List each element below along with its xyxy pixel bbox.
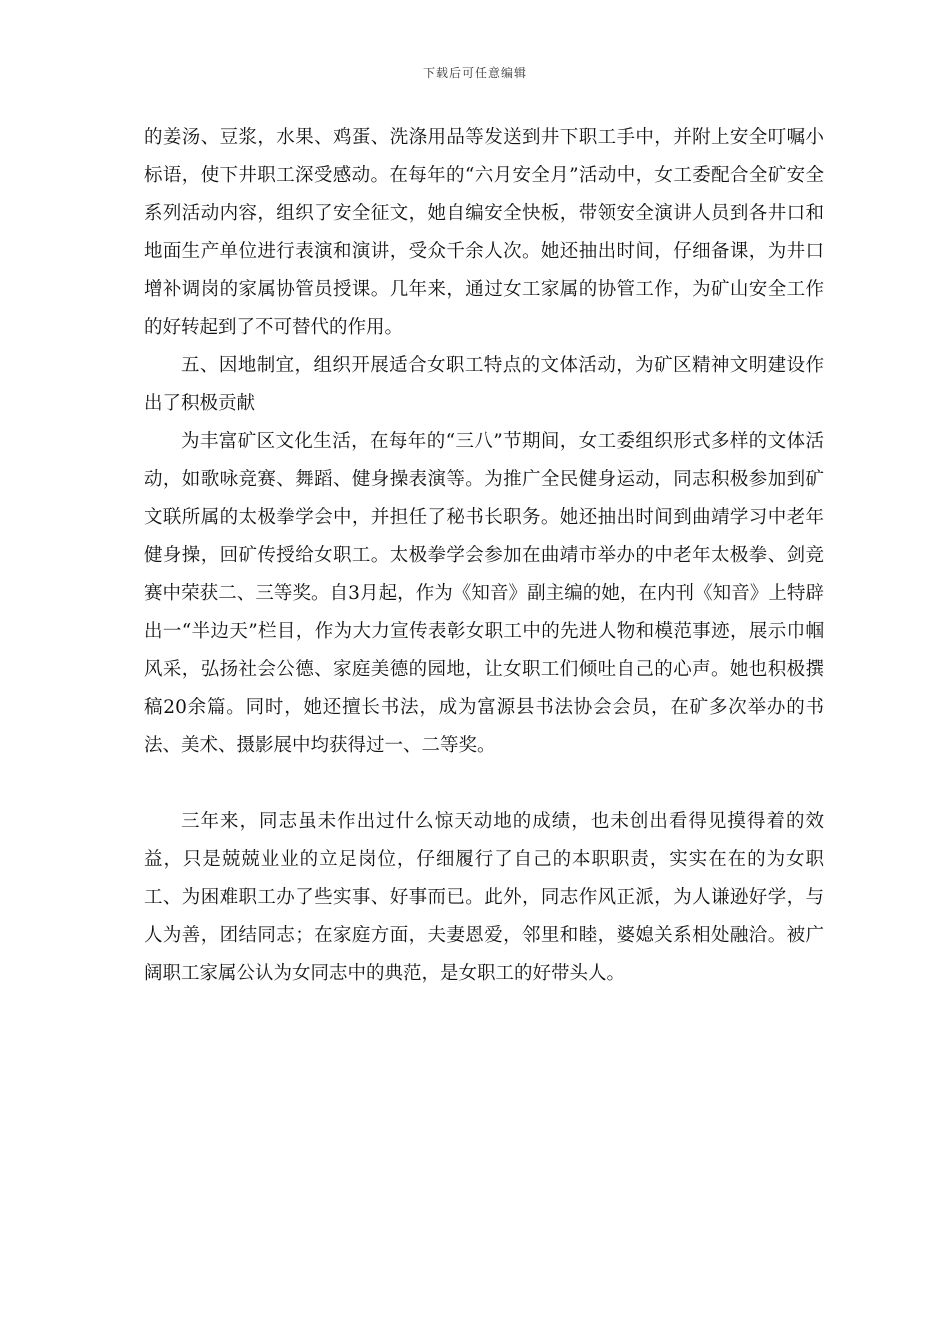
section-heading-cultural-activities: 五、因地制宜，组织开展适合女职工特点的文体活动，为矿区精神文明建设作出了积极贡献 xyxy=(144,355,824,414)
paragraph-spacer xyxy=(144,765,824,803)
paragraph-safety-activities: 的姜汤、豆浆，水果、鸡蛋、洗涤用品等发送到井下职工手中，并附上安全叮嘱小标语，使下井职工深受感动。在每年的“六月安全月”活动中，女工委配合全矿安全系列活动内容，组织了安全征文，她自编安全快板，带领安全演讲人员到各井口和地面生产单位进行表演和演讲，受众千余人次。她还抽出时间，仔细备课，为井口增补调岗的家属协管员授课。几年来，通过女工家属的协管工作，为矿山安全工作的好转起到了不可替代的作用。 xyxy=(144,127,824,338)
page-header: 下载后可任意编辑 xyxy=(422,66,527,80)
document-body xyxy=(144,119,824,993)
paragraph-summary: 三年来，同志虽未作出过什么惊天动地的成绩，也未创出看得见摸得着的效益，只是兢兢业业的立足岗位，仔细履行了自己的本职职责，实实在在的为女职工、为困难职工办了些实事、好事而已。此外，同志作风正派，为人谦逊好学，与人为善，团结同志；在家庭方面，夫妻恩爱，邻里和睦，婆媳关系相处融洽。被广阔职工家属公认为女同志中的典范，是女职工的好带头人。 xyxy=(144,811,824,984)
paragraph-cultural-activities: 为丰富矿区文化生活，在每年的“三八”节期间，女工委组织形式多样的文体活动，如歌咏竞赛、舞蹈、健身操表演等。为推广全民健身运动，同志积极参加到矿文联所属的太极拳学会中，并担任了秘书长职务。她还抽出时间到曲靖学习中老年健身操，回矿传授给女职工。太极拳学会参加在曲靖市举办的中老年太极拳、剑竞赛中荣获二、三等奖。自3月起，作为《知音》副主编的她，在内刊《知音》上特辟出一“半边天”栏目，作为大力宣传表彰女职工中的先进人物和模范事迹，展示巾帼风采，弘扬社会公德、家庭美德的园地，让女职工们倾吐自己的心声。她也积极撰稿20余篇。同时，她还擅长书法，成为富源县书法协会会员，在矿多次举办的书法、美术、摄影展中均获得过一、二等奖。 xyxy=(144,431,824,756)
